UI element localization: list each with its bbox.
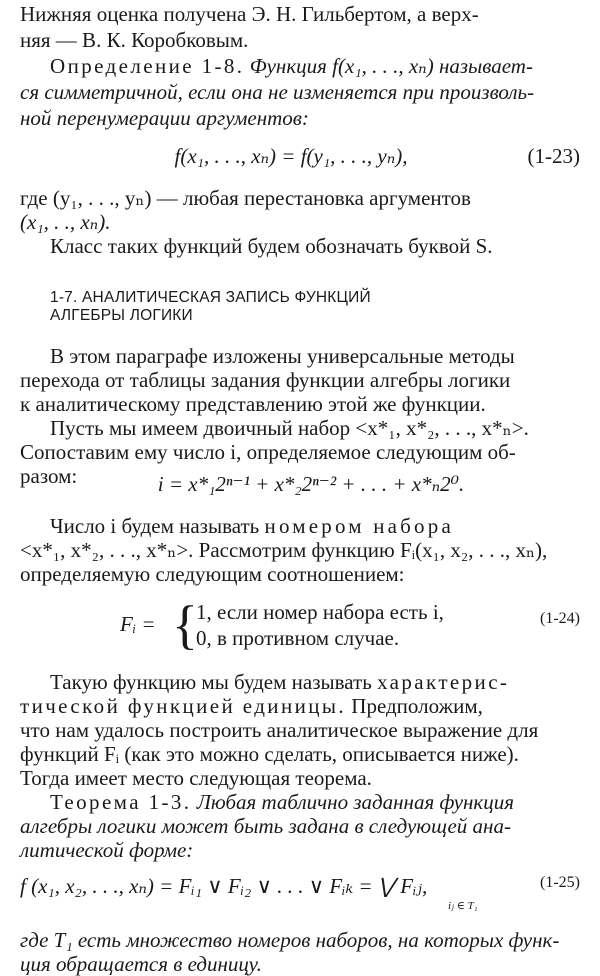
- paragraph-characteristic-line-1: [50, 670, 509, 694]
- equation-i-formula: i = x*₁2ⁿ⁻¹ + x*₂2ⁿ⁻² + . . . + x*ₙ2⁰.: [157, 472, 465, 496]
- paragraph-estimate-line-2: няя — В. К. Коробковым.: [20, 28, 249, 52]
- paragraph-where-line-2: (x₁, . ., xₙ).: [20, 210, 111, 234]
- equation-1-23-number: (1-23): [527, 144, 580, 168]
- definition-line-1: [50, 54, 533, 78]
- paragraph-final-line-2: ция обращается в единицу.: [20, 952, 262, 976]
- paragraph-characteristic-line-3: что нам удалось построить аналитическое выражение для: [20, 718, 539, 742]
- equation-1-23: [20, 144, 582, 168]
- equation-1-24-lhs: Fᵢ =: [120, 612, 156, 636]
- section-heading-line-2: АЛГЕБРЫ ЛОГИКИ: [50, 307, 193, 324]
- paragraph-where-line-1: где (y₁, . . ., yₙ) — любая перестановка аргументов: [20, 186, 471, 210]
- equation-1-24-brace: {: [172, 595, 198, 655]
- paragraph-characteristic-term-2: тической функцией единицы.: [20, 694, 347, 718]
- paragraph-characteristic-text: Такую функцию мы будем называть: [50, 670, 372, 694]
- equation-1-24: [20, 595, 582, 655]
- equation-1-24-number: (1-24): [540, 610, 580, 627]
- paragraph-number-term: номером набора: [264, 514, 454, 538]
- paragraph-characteristic-line-4: функций Fᵢ (как это можно сделать, описывается ниже).: [20, 742, 519, 766]
- theorem-term: Теорема 1-3.: [50, 790, 192, 814]
- equation-1-25: [20, 874, 582, 914]
- equation-1-23-formula: f(x₁, . . ., xₙ) = f(y₁, . . ., yₙ),: [174, 144, 408, 168]
- paragraph-number-text: Число i будем называть: [50, 514, 260, 538]
- paragraph-final-line-1: где T₁ есть множество номеров наборов, на которых функ-: [20, 928, 560, 952]
- paragraph-estimate-line-1: Нижняя оценка получена Э. Н. Гильбертом, а верх-: [20, 2, 479, 26]
- paragraph-characteristic-line-5: Тогда имеет место следующая теорема.: [20, 766, 372, 790]
- paragraph-characteristic-text-2: Предположим,: [351, 694, 483, 718]
- paragraph-intro-line-1: В этом параграфе изложены универсальные методы: [50, 344, 515, 368]
- definition-line-3: ной перенумерации аргументов:: [20, 106, 309, 130]
- paragraph-set-line-1: Пусть мы имеем двоичный набор <x*₁, x*₂, . . ., x*ₙ>.: [50, 416, 529, 440]
- paragraph-characteristic-term-1: характерис-: [377, 670, 510, 694]
- theorem-text-start: Любая таблично заданная функция: [196, 790, 515, 814]
- section-heading-line-1: 1-7. АНАЛИТИЧЕСКАЯ ЗАПИСЬ ФУНКЦИЙ: [50, 289, 371, 306]
- paragraph-intro-line-3: к аналитическому представлению этой же функции.: [20, 392, 486, 416]
- paragraph-number-line-2: <x*₁, x*₂, . . ., x*ₙ>. Рассмотрим функцию Fᵢ(x₁, x₂, . . ., xₙ),: [20, 538, 548, 562]
- equation-1-24-case-1: 1, если номер набора есть i,: [196, 600, 444, 624]
- definition-text-start: Функция f(x₁, . . ., xₙ) называет-: [249, 54, 533, 78]
- equation-1-25-formula: f (x₁, x₂, . . ., xₙ) = Fᵢ₁ ∨ Fᵢ₂ ∨ . . . ∨ Fᵢₖ = ⋁ Fᵢⱼ,: [20, 874, 428, 898]
- paragraph-set-line-3: разом:: [20, 464, 78, 488]
- paragraph-number-line-1: [50, 514, 454, 538]
- definition-term: Определение 1-8.: [50, 54, 245, 78]
- theorem-line-2: алгебры логики может быть задана в следующей ана-: [20, 814, 511, 838]
- theorem-line-1: [50, 790, 514, 814]
- equation-1-25-number: (1-25): [540, 874, 580, 891]
- equation-1-24-case-2: 0, в противном случае.: [196, 626, 400, 650]
- paragraph-set-line-2: Сопоставим ему число i, определяемое следующим об-: [20, 440, 516, 464]
- paragraph-number-line-3: определяемую следующим соотношением:: [20, 562, 405, 586]
- theorem-line-3: литической форме:: [20, 838, 194, 862]
- equation-1-25-under-vee: iⱼ ∈ T₁: [448, 900, 478, 912]
- definition-line-2: ся симметричной, если она не изменяется при произволь-: [20, 80, 535, 104]
- paragraph-characteristic-line-2: [20, 694, 483, 718]
- paragraph-intro-line-2: перехода от таблицы задания функции алгебры логики: [20, 368, 511, 392]
- equation-number-definition: [20, 472, 582, 496]
- paragraph-class: Класс таких функций будем обозначать буквой S.: [50, 234, 493, 258]
